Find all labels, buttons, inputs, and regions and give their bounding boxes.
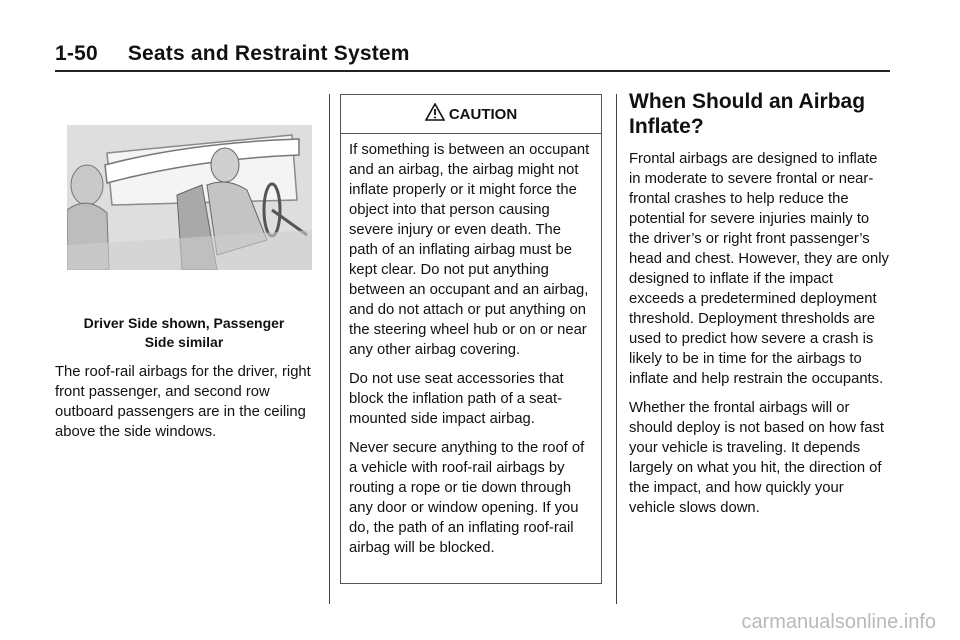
caption-line: Driver Side shown, Passenger <box>83 315 285 331</box>
column-divider <box>329 94 330 604</box>
caution-header <box>341 95 601 134</box>
airbag-illustration <box>67 125 312 270</box>
left-column <box>55 125 313 442</box>
caption-line: Side similar <box>144 334 224 350</box>
body-paragraph: Whether the frontal airbags will or should deploy is not based on how fast your vehicle is traveling. It depends largely on what you hit, the direction of the impact, and how quickly your vehicle slows down. <box>629 400 885 516</box>
body-paragraph: Frontal airbags are designed to inflate in moderate to severe frontal or near-frontal crashes to help reduce the potential for severe injuries mainly to the driver’s or right front passenger’s head and chest. However, they are only designed to inflate if the impact exceeds a predetermined deployment threshold. Deployment thresholds are used to predict how severe a crash is likely to be in time for the airbags to inflate and help restrain the occupants. <box>629 151 889 387</box>
caution-title: CAUTION <box>448 105 518 123</box>
caution-paragraph: Do not use seat accessories that block the inflation path of a seat-mounted side impact airbag. <box>349 371 564 427</box>
caution-paragraph: Never secure anything to the roof of a vehicle with roof-rail airbags by routing a rope or tie down through any door or window opening. If you do, the path of an inflating roof-rail airbag will be blocked. <box>349 440 585 556</box>
column-divider <box>616 94 617 604</box>
body-paragraph: The roof-rail airbags for the driver, right front passenger, and second row outboard passengers are in the ceiling above the side windows. <box>55 364 311 440</box>
section-heading: When Should an Airbag Inflate? <box>629 90 866 138</box>
caution-box <box>340 94 602 584</box>
caution-body <box>341 134 601 558</box>
watermark: carmanualsonline.info <box>741 611 936 633</box>
caution-paragraph: If something is between an occupant and an airbag, the airbag might not inflate properly or it might force the object into that person causing severe injury or even death. The path of an inflating airbag must be kept clear. Do not put anything between an occupant and an airbag, and do not attach or put anything on the steering wheel hub or on or near any other airbag covering. <box>349 142 590 358</box>
right-column <box>629 89 891 527</box>
page-number: 1-50 <box>55 42 98 65</box>
figure-caption <box>55 314 313 352</box>
warning-triangle-icon <box>425 103 445 121</box>
header-rule <box>55 70 890 72</box>
page-title: Seats and Restraint System <box>127 42 410 65</box>
page-header <box>55 42 410 66</box>
